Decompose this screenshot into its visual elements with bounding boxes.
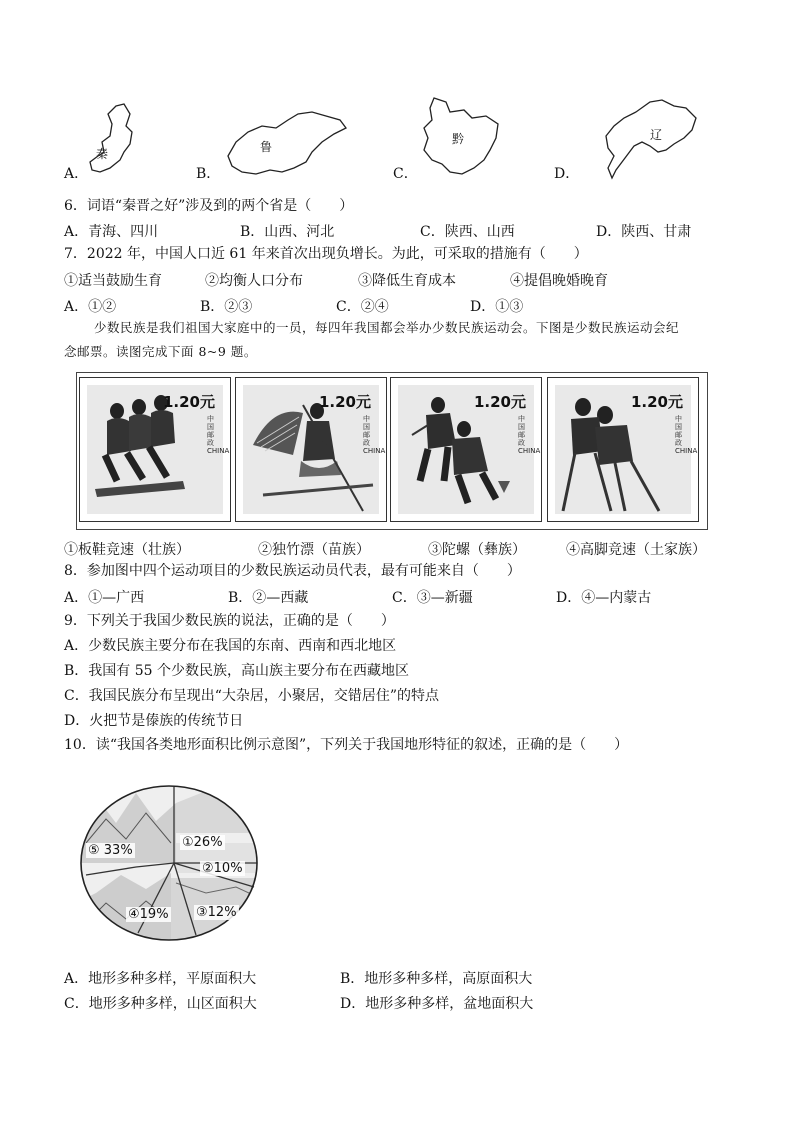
q8-option-c: C．③—新疆 bbox=[392, 590, 473, 606]
material-intro-line-2: 念邮票。读图完成下面 8~9 题。 bbox=[64, 344, 257, 359]
stamp-price: 1.20元 bbox=[630, 393, 683, 411]
q6-option-a: A．青海、四川 bbox=[64, 224, 159, 240]
q9-option-c: C．我国民族分布呈现出“大杂居，小聚居，交错居住”的特点 bbox=[64, 688, 440, 704]
stamp-caption-3: ③陀螺（彝族） bbox=[428, 542, 526, 558]
q8-option-b: B．②—西藏 bbox=[228, 590, 309, 606]
q9-option-a: A．少数民族主要分布在我国的东南、西南和西北地区 bbox=[64, 638, 397, 654]
q10-option-a: A．地形多种多样，平原面积大 bbox=[64, 971, 257, 987]
q8-option-a: A．①—广西 bbox=[64, 590, 145, 606]
question-7-stem: 7．2022 年，中国人口近 61 年来首次出现负增长。为此，可采取的措施有（ ） bbox=[64, 246, 588, 262]
map-region-label: 秦 bbox=[96, 147, 109, 161]
q7-option-c: C．②④ bbox=[336, 299, 389, 315]
pie-label-5: ⑤ 33% bbox=[88, 843, 133, 858]
stamp-board-shoe-race bbox=[79, 377, 231, 522]
option-letter: A． bbox=[64, 166, 89, 182]
shaanxi-map-outline bbox=[86, 102, 156, 178]
q10-option-c: C．地形多种多样，山区面积大 bbox=[64, 996, 257, 1012]
q7-item-2: ②均衡人口分布 bbox=[205, 273, 303, 289]
map-region-label: 辽 bbox=[650, 128, 663, 142]
material-intro-line-1: 少数民族是我们祖国大家庭中的一员，每四年我国都会举办少数民族运动会。下图是少数民族运动会纪 bbox=[94, 320, 680, 335]
stamp-price: 1.20元 bbox=[318, 393, 371, 411]
option-letter: D． bbox=[554, 166, 580, 182]
stamp-country: 中国邮政CHINA bbox=[518, 415, 541, 455]
question-9-stem: 9．下列关于我国少数民族的说法，正确的是（ ） bbox=[64, 613, 395, 629]
q9-option-d: D．火把节是傣族的传统节日 bbox=[64, 713, 244, 729]
stamp-stilt-race bbox=[547, 377, 699, 522]
q9-option-b: B．我国有 55 个少数民族，高山族主要分布在西藏地区 bbox=[64, 663, 410, 679]
option-letter: B． bbox=[196, 166, 221, 182]
stamp-price: 1.20元 bbox=[473, 393, 526, 411]
q7-option-b: B．②③ bbox=[200, 299, 253, 315]
q7-option-d: D．①③ bbox=[470, 299, 524, 315]
stamp-country: 中国邮政CHINA bbox=[207, 415, 230, 455]
map-region-label: 黔 bbox=[452, 132, 465, 146]
pie-label-3: ③12% bbox=[196, 905, 237, 920]
q6-option-c: C．陕西、山西 bbox=[420, 224, 515, 240]
q8-option-d: D．④—内蒙古 bbox=[556, 590, 652, 606]
stamp-spinning-top bbox=[390, 377, 542, 522]
pie-label-4: ④19% bbox=[128, 907, 169, 922]
pie-label-1: ①26% bbox=[182, 835, 223, 850]
q7-item-1: ①适当鼓励生育 bbox=[64, 273, 162, 289]
q7-item-4: ④提倡晚婚晚育 bbox=[510, 273, 608, 289]
stamp-country: 中国邮政CHINA bbox=[675, 415, 698, 455]
stamp-country: 中国邮政CHINA bbox=[363, 415, 386, 455]
q7-option-a: A．①② bbox=[64, 299, 117, 315]
stamp-caption-1: ①板鞋竞速（壮族） bbox=[64, 542, 190, 558]
pie-label-2: ②10% bbox=[202, 861, 243, 876]
stamp-caption-2: ②独竹漂（苗族） bbox=[258, 542, 370, 558]
stamp-bamboo-drifting bbox=[235, 377, 387, 522]
map-region-label: 鲁 bbox=[260, 140, 273, 154]
q6-option-b: B．山西、河北 bbox=[240, 224, 335, 240]
q10-option-b: B．地形多种多样，高原面积大 bbox=[340, 971, 533, 987]
stamp-panel bbox=[76, 372, 708, 530]
option-letter: C． bbox=[393, 166, 418, 182]
stamp-caption-4: ④高脚竞速（土家族） bbox=[566, 542, 706, 558]
question-8-stem: 8．参加图中四个运动项目的少数民族运动员代表，最有可能来自（ ） bbox=[64, 563, 521, 579]
q10-option-d: D．地形多种多样，盆地面积大 bbox=[340, 996, 534, 1012]
stamp-price: 1.20元 bbox=[162, 393, 215, 411]
question-6-stem: 6．词语“秦晋之好”涉及到的两个省是（ ） bbox=[64, 198, 354, 214]
q7-item-3: ③降低生育成本 bbox=[358, 273, 456, 289]
shandong-map-outline bbox=[222, 108, 350, 178]
q6-option-d: D．陕西、甘肃 bbox=[596, 224, 692, 240]
question-10-stem: 10．读“我国各类地形面积比例示意图”，下列关于我国地形特征的叙述，正确的是（ ） bbox=[64, 737, 629, 753]
terrain-proportion-diagram bbox=[76, 783, 266, 945]
